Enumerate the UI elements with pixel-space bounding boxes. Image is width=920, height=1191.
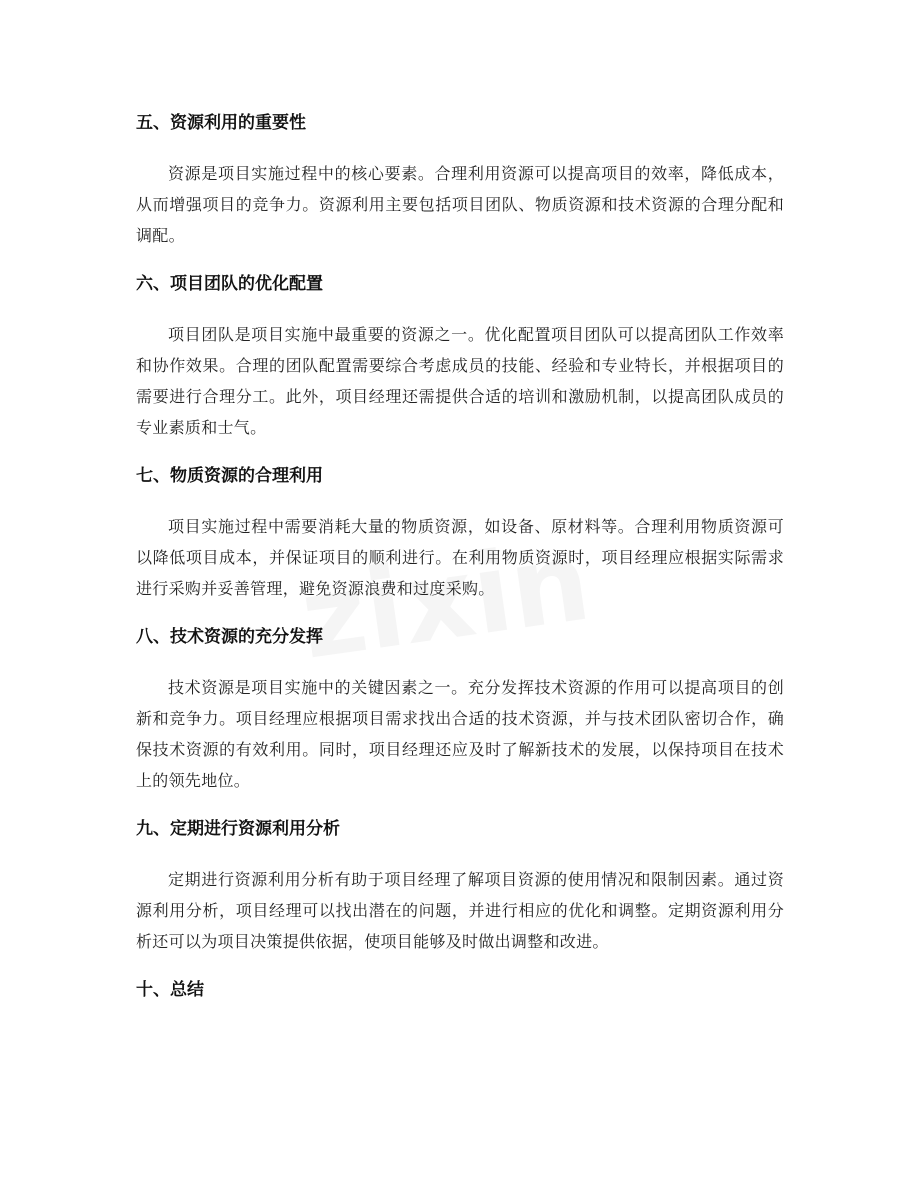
section-paragraph: 项目实施过程中需要消耗大量的物质资源，如设备、原材料等。合理利用物质资源可以降低项目成本，并保证项目的顺利进行。在利用物质资源时，项目经理应根据实际需求进行采购并妥善管理，避免资源浪费和过度采购。 (136, 517, 784, 598)
section-paragraph: 技术资源是项目实施中的关键因素之一。充分发挥技术资源的作用可以提高项目的创新和竞争力。项目经理应根据项目需求找出合适的技术资源，并与技术团队密切合作，确保技术资源的有效利用。同时，项目经理还应及时了解新技术的发展，以保持项目在技术上的领先地位。 (136, 678, 784, 790)
section-paragraph: 定期进行资源利用分析有助于项目经理了解项目资源的使用情况和限制因素。通过资源利用分析，项目经理可以找出潜在的问题，并进行相应的优化和调整。定期资源利用分析还可以为项目决策提供依据，使项目能够及时做出调整和改进。 (136, 870, 784, 951)
section-5 (136, 108, 784, 251)
section-heading: 九、定期进行资源利用分析 (136, 819, 340, 839)
section-8 (136, 622, 784, 796)
section-paragraph: 资源是项目实施过程中的核心要素。合理利用资源可以提高项目的效率，降低成本，从而增强项目的竞争力。资源利用主要包括项目团队、物质资源和技术资源的合理分配和调配。 (136, 164, 784, 245)
section-heading: 六、项目团队的优化配置 (136, 274, 323, 294)
section-heading: 七、物质资源的合理利用 (136, 466, 323, 486)
section-heading: 八、技术资源的充分发挥 (136, 627, 323, 647)
section-heading: 十、总结 (136, 980, 204, 1000)
section-paragraph: 项目团队是项目实施中最重要的资源之一。优化配置项目团队可以提高团队工作效率和协作效果。合理的团队配置需要综合考虑成员的技能、经验和专业特长，并根据项目的需要进行合理分工。此外，项目经理还需提供合适的培训和激励机制，以提高团队成员的专业素质和士气。 (136, 325, 784, 437)
section-heading: 五、资源利用的重要性 (136, 113, 306, 133)
section-6 (136, 269, 784, 443)
section-9 (136, 814, 784, 957)
section-10 (136, 975, 784, 1005)
document-body (136, 108, 784, 1025)
section-7 (136, 461, 784, 604)
